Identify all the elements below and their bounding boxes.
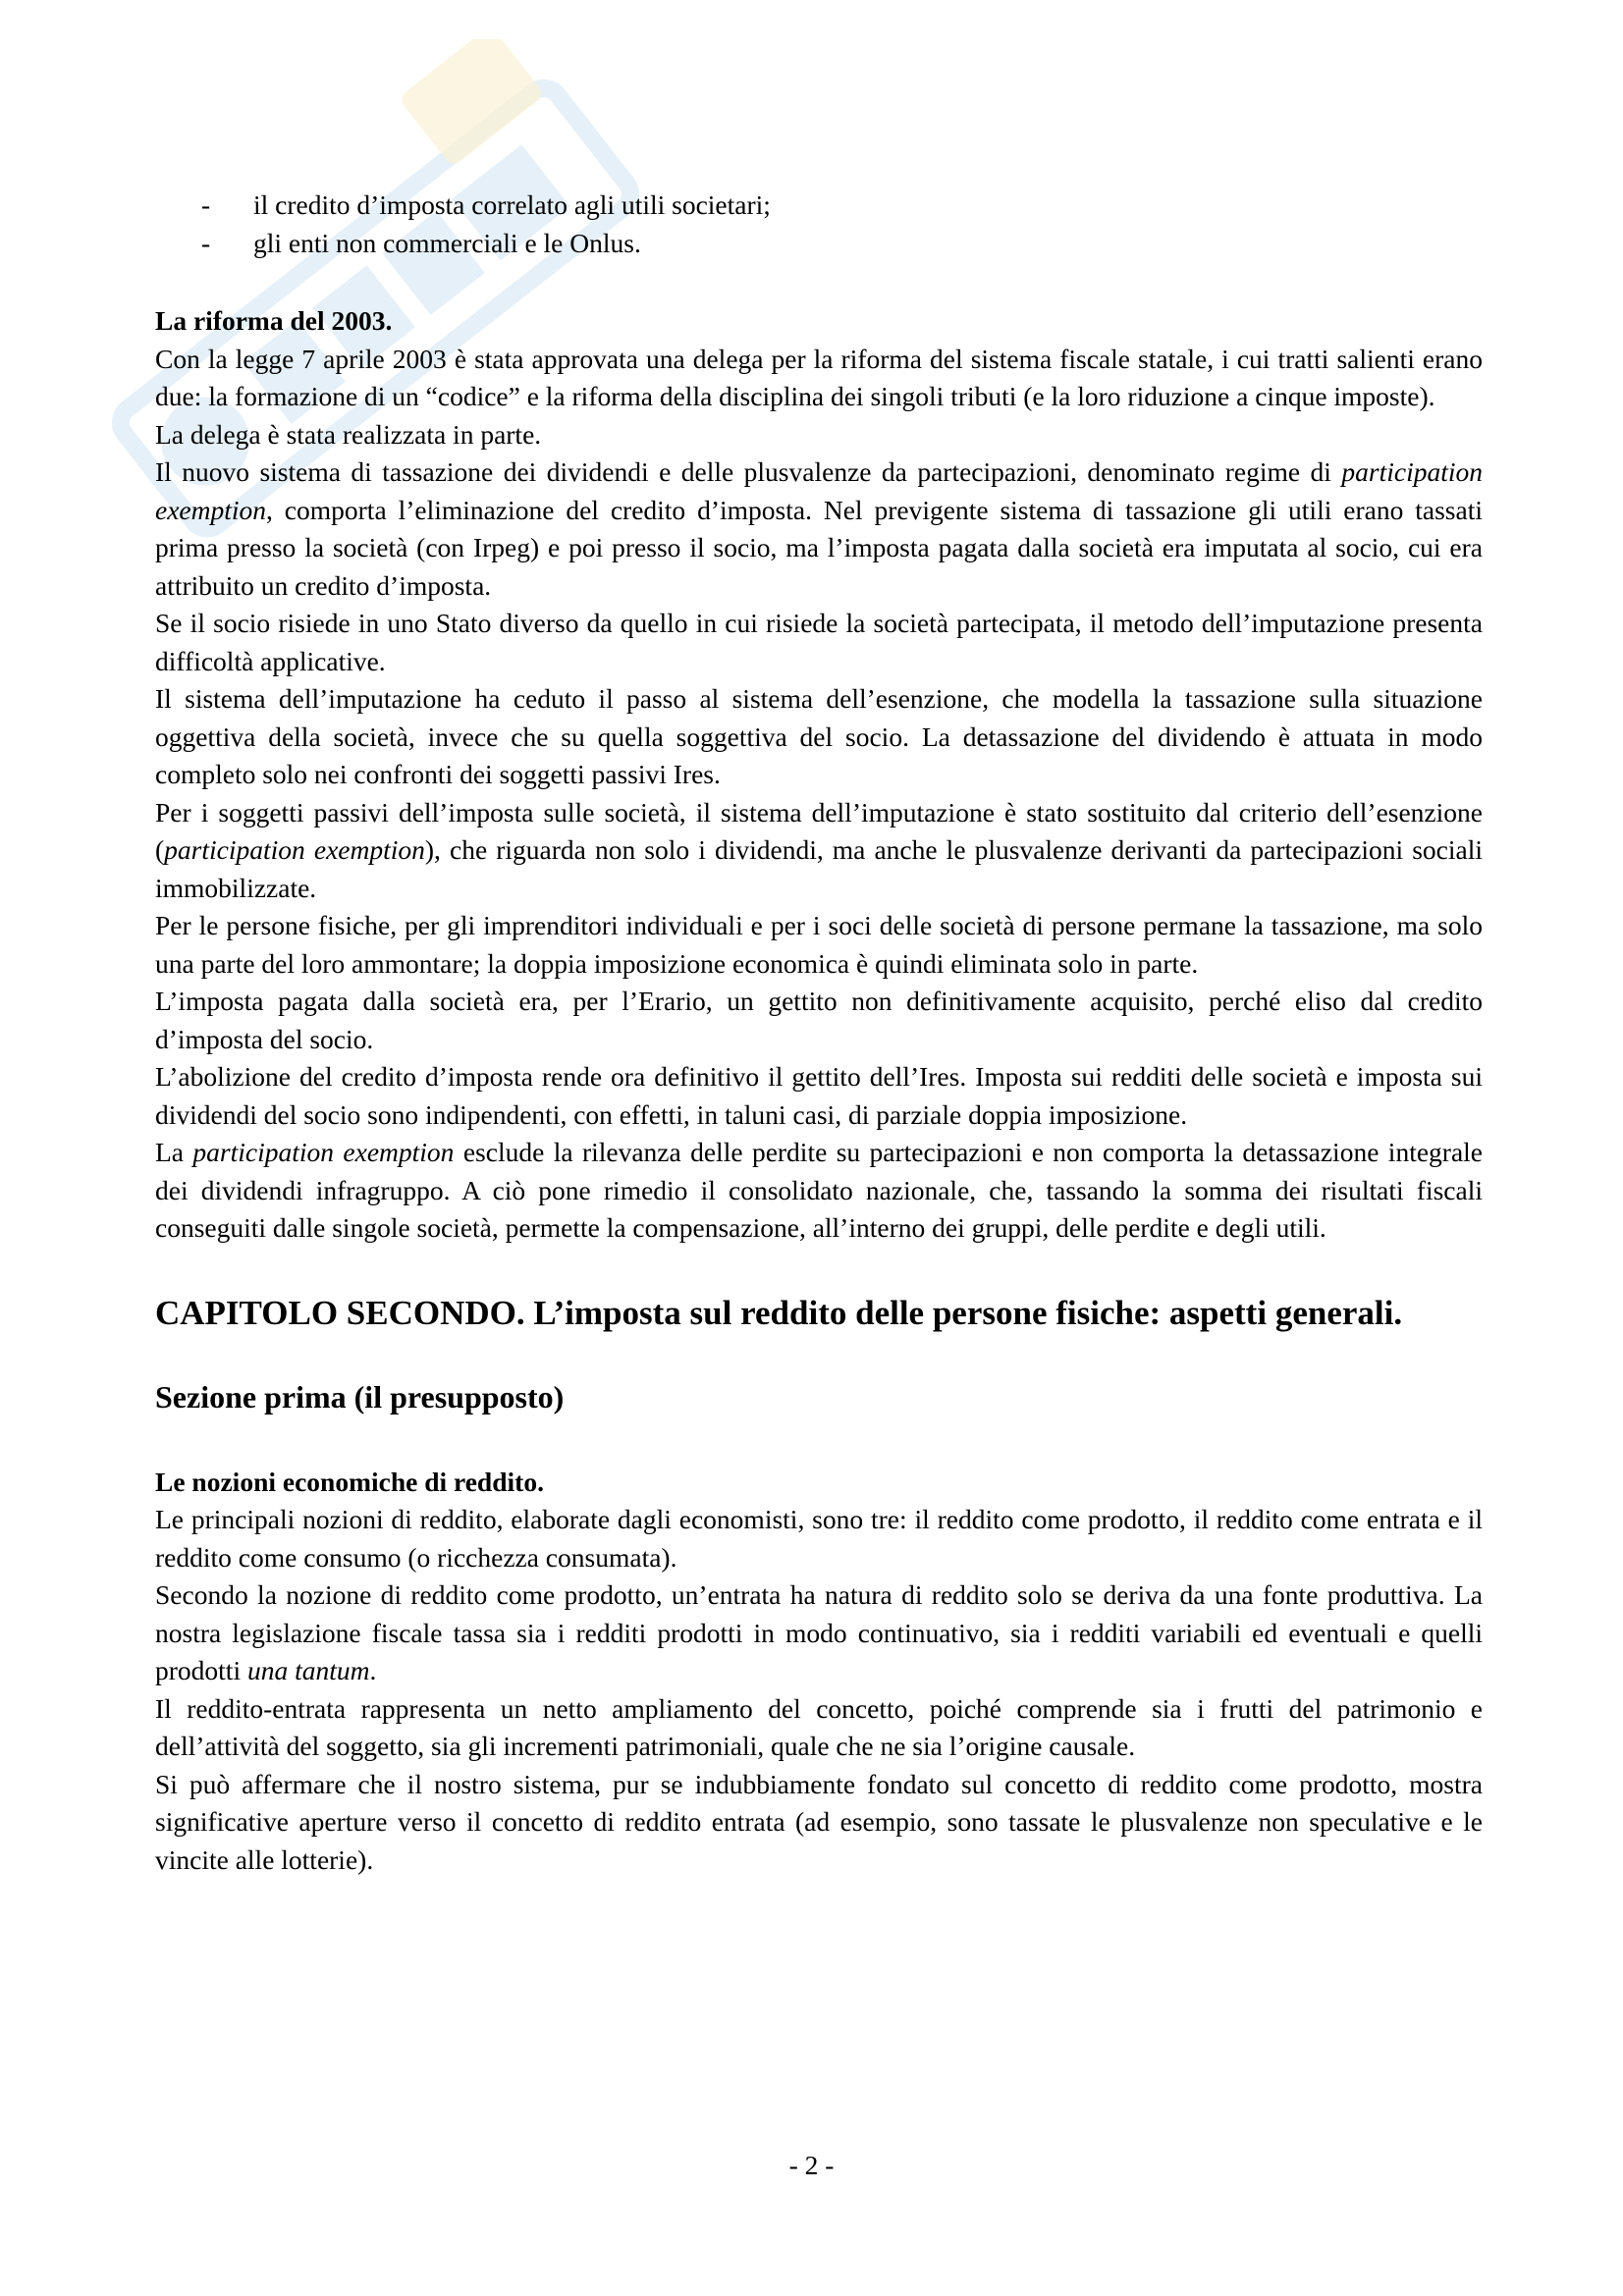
page-number: - 2 - — [788, 2150, 835, 2180]
paragraph-text: esclude la rilevanza delle perdite su partecipazioni e non comporta la detassazione integrale dei dividendi infragruppo. A ciò pone rimedio il consolidato nazionale, che, tassando la somma dei risultati fiscali conseguiti dalle singole società, permette la compensazione, all’interno dei gruppi, delle perdite e degli utili. — [155, 1137, 1483, 1243]
paragraph: La delega è stata realizzata in parte. — [155, 418, 542, 450]
paragraph-text: Secondo la nozione di reddito come prodotto, un’entrata ha natura di reddito solo se deriva da una fonte produttiva. La nostra legislazione fiscale tassa sia i redditi prodotti in modo continuativo, sia i redditi variabili ed eventuali e quelli prodotti — [155, 1579, 1483, 1685]
list-item-text: il credito d’imposta correlato agli utili societari; — [253, 189, 771, 220]
subsection-title: Sezione prima (il presupposto) — [155, 1378, 565, 1415]
section-title: Le nozioni economiche di reddito. — [155, 1466, 544, 1497]
chapter-title: CAPITOLO SECONDO. L’imposta sul reddito delle persone fisiche: aspetti generali. — [155, 1293, 1403, 1332]
italic-term: participation exemption — [192, 1137, 455, 1167]
paragraph — [155, 1576, 1483, 1690]
paragraph — [155, 454, 1483, 605]
italic-term: participation exemption — [155, 456, 1483, 525]
paragraph-text: La — [155, 1137, 193, 1167]
list-item — [155, 225, 1483, 263]
paragraph-text: . — [369, 1655, 377, 1685]
paragraph-text: ), che riguarda non solo i dividendi, ma anche le plusvalenze derivanti da partecipazioni sociali immobilizzate. — [155, 834, 1483, 903]
paragraph: Per le persone fisiche, per gli imprenditori individuali e per i soci delle società di persone permane la tassazione, ma solo una parte del loro ammontare; la doppia imposizione economica è quindi eliminata solo in parte. — [155, 910, 1483, 979]
document-page — [155, 187, 1483, 1879]
paragraph: Il reddito-entrata rappresenta un netto ampliamento del concetto, poiché comprende sia i frutti del patrimonio e dell’attività del soggetto, sia gli incrementi patrimoniali, quale che ne sia l’origine causale. — [155, 1692, 1483, 1761]
list-item — [155, 187, 1483, 225]
italic-term: participation exemption — [164, 834, 425, 865]
paragraph: Se il socio risiede in uno Stato diverso da quello in cui risiede la società partecipata, il metodo dell’imputazione presenta difficoltà applicative. — [155, 608, 1483, 676]
bullet-list — [155, 187, 1483, 262]
italic-term: una tantum — [246, 1655, 370, 1685]
paragraph: Con la legge 7 aprile 2003 è stata approvata una delega per la riforma del sistema fiscale statale, i cui tratti salienti erano due: la formazione di un “codice” e la riforma della disciplina dei singoli tributi (e la loro riduzione a cinque imposte). — [155, 343, 1483, 411]
bullet-marker: - — [201, 227, 211, 258]
paragraph: L’abolizione del credito d’imposta rende ora definitivo il gettito dell’Ires. Imposta sui redditi delle società e imposta sui dividendi del socio sono indipendenti, con effetti, in taluni casi, di parziale doppia imposizione. — [155, 1061, 1483, 1130]
paragraph-text: Il nuovo sistema di tassazione dei dividendi e delle plusvalenze da partecipazioni, denominato regime di — [155, 456, 1342, 487]
section-title: La riforma del 2003. — [155, 305, 393, 336]
paragraph-text: Per i soggetti passivi dell’imposta sulle società, il sistema dell’imputazione è stato sostituito dal criterio dell’esenzione ( — [155, 796, 1483, 865]
paragraph-text: , comporta l’eliminazione del credito d’imposta. Nel previgente sistema di tassazione gli utili erano tassati prima presso la società (con Irpeg) e poi presso il socio, ma l’imposta pagata dalla società era imputata al socio, cui era attribuito un credito d’imposta. — [155, 494, 1483, 601]
paragraph: Si può affermare che il nostro sistema, pur se indubbiamente fondato sul concetto di reddito come prodotto, mostra significative aperture verso il concetto di reddito entrata (ad esempio, sono tassate le plusvalenze non speculative e le vincite alle lotterie). — [155, 1768, 1483, 1875]
paragraph: L’imposta pagata dalla società era, per l’Erario, un gettito non definitivamente acquisito, perché eliso dal credito d’imposta del socio. — [155, 986, 1483, 1054]
paragraph: Le principali nozioni di reddito, elaborate dagli economisti, sono tre: il reddito come prodotto, il reddito come entrata e il reddito come consumo (o ricchezza consumata). — [155, 1504, 1483, 1573]
list-item-text: gli enti non commerciali e le Onlus. — [253, 227, 641, 258]
bullet-marker: - — [201, 189, 211, 220]
paragraph: Il sistema dell’imputazione ha ceduto il passo al sistema dell’esenzione, che modella la tassazione sulla situazione oggettiva della società, invece che su quella soggettiva del socio. La detassazione del dividendo è attuata in modo completo solo nei confronti dei soggetti passivi Ires. — [155, 683, 1483, 789]
paragraph — [155, 794, 1483, 908]
paragraph — [155, 1134, 1483, 1248]
